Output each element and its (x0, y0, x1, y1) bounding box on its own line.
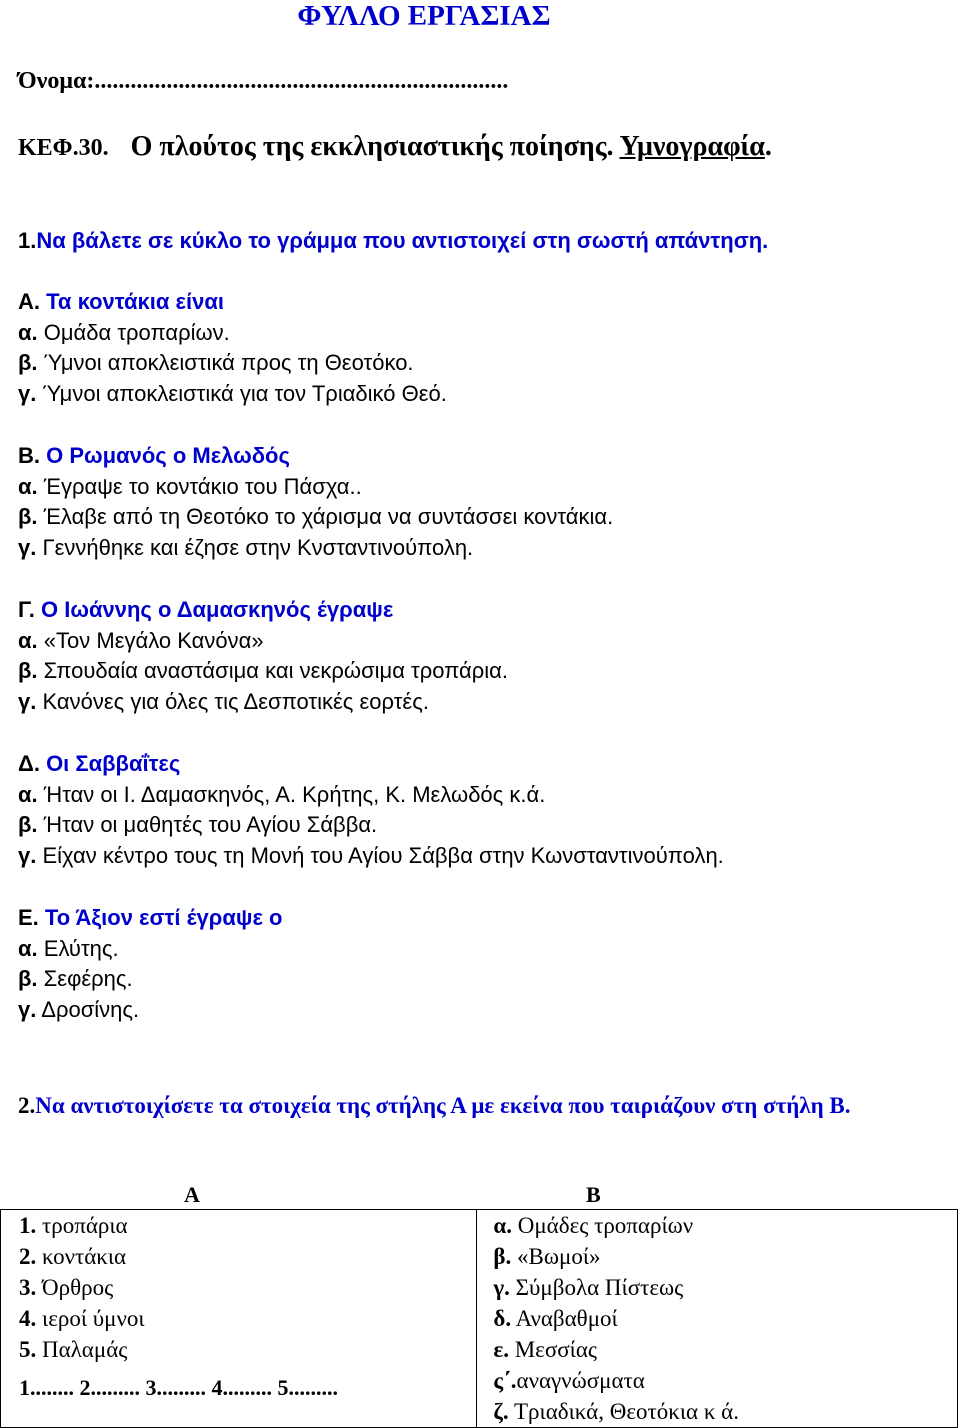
item-letter: δ. (493, 1306, 512, 1331)
option-text: Έγραψε το κοντάκιο του Πάσχα.. (43, 473, 362, 499)
chapter-heading (18, 131, 772, 163)
column-b-header: Β (586, 1182, 601, 1207)
chapter-label: ΚΕΦ.30. (18, 135, 109, 161)
item-letter: β. (493, 1244, 512, 1269)
answer-option[interactable] (18, 810, 724, 841)
question-stem-text: Οι Σαββαΐτες (46, 751, 181, 776)
exercise-2-text: Να αντιστοιχίσετε τα στοιχεία της στήλης Α με εκείνα που ταιριάζουν στη στήλη Β. (35, 1093, 851, 1118)
column-a-item (1, 1210, 476, 1241)
item-number: 2. (19, 1244, 37, 1269)
option-letter: α. (18, 627, 38, 653)
answer-option[interactable] (18, 348, 447, 379)
chapter-end: . (764, 131, 772, 162)
item-text: Σύμβολα Πίστεως (515, 1275, 684, 1300)
question-stem-text: Το Άξιον εστί έγραψε ο (44, 905, 283, 930)
item-text: Όρθρος (42, 1275, 114, 1300)
question-block (18, 595, 508, 717)
answer-line: 1........ 2......... 3......... 4......... 5......... (19, 1375, 338, 1400)
answer-option[interactable] (18, 934, 282, 965)
column-a-header: Α (184, 1182, 200, 1207)
chapter-title: Ο πλούτος της εκκλησιαστικής ποίησης. (130, 131, 620, 162)
chapter-subtitle: Υμνογραφία (619, 131, 765, 162)
question-stem-text: Τα κοντάκια είναι (46, 289, 224, 314)
question-letter: Α. (18, 289, 40, 314)
option-letter: γ. (18, 996, 37, 1022)
item-text: Αναβαθμοί (515, 1306, 618, 1331)
option-text: Έλαβε από τη Θεοτόκο το χάρισμα να συντάσσει κοντάκια. (43, 504, 614, 529)
exercise-2-number: 2. (18, 1093, 36, 1118)
item-text: κοντάκια (42, 1244, 127, 1269)
question-block (18, 749, 724, 871)
option-text: Δροσίνης. (41, 996, 140, 1022)
item-text: ιεροί ύμνοι (42, 1306, 145, 1331)
column-a-item (1, 1334, 476, 1365)
column-b-list (477, 1210, 957, 1427)
question-letter: Δ. (18, 751, 40, 776)
option-letter: α. (18, 935, 38, 961)
item-text: τροπάρια (42, 1213, 128, 1238)
column-b-item (477, 1303, 957, 1334)
column-b-item (477, 1241, 957, 1272)
option-letter: γ. (18, 534, 37, 560)
question-letter: Ε. (18, 905, 39, 930)
column-a-cell (1, 1210, 477, 1428)
item-number: 3. (19, 1275, 37, 1300)
column-b-item (477, 1272, 957, 1303)
item-text: Παλαμάς (42, 1337, 128, 1362)
page-title: ΦΥΛΛΟ ΕΡΓΑΣΙΑΣ (297, 0, 551, 32)
question-block (18, 903, 282, 1025)
option-text: Σεφέρης. (43, 966, 133, 991)
option-letter: α. (18, 319, 38, 345)
option-letter: β. (18, 504, 38, 529)
option-text: Ύμνοι αποκλειστικά για τον Τριαδικό Θεό. (42, 380, 447, 406)
item-number: 5. (19, 1337, 37, 1362)
exercise-1-instruction (18, 228, 768, 254)
answer-option[interactable] (18, 379, 447, 410)
exercise-2-instruction (18, 1090, 918, 1121)
answer-option[interactable] (18, 995, 282, 1026)
answer-option[interactable] (18, 841, 724, 872)
item-number: 1. (19, 1213, 37, 1238)
option-letter: β. (18, 812, 38, 837)
question-letter: Γ. (18, 597, 35, 622)
answer-option[interactable] (18, 318, 447, 349)
column-a-item (1, 1241, 476, 1272)
item-text: Μεσσίας (514, 1337, 597, 1362)
question-stem (18, 749, 724, 780)
item-letter: α. (493, 1213, 512, 1238)
column-b-item (477, 1210, 957, 1241)
matching-table (0, 1209, 958, 1428)
option-letter: α. (18, 473, 38, 499)
column-a-list (1, 1210, 476, 1365)
column-b-item (477, 1334, 957, 1365)
item-text: Τριαδικά, Θεοτόκια κ ά. (514, 1399, 739, 1424)
exercise-1-number: 1. (18, 228, 37, 253)
option-text: Σπουδαία αναστάσιμα και νεκρώσιμα τροπάρια. (43, 658, 508, 683)
question-block (18, 441, 613, 563)
option-text: Κανόνες για όλες τις Δεσποτικές εορτές. (42, 688, 429, 714)
option-text: «Τον Μεγάλο Κανόνα» (43, 627, 264, 653)
answer-option[interactable] (18, 502, 613, 533)
question-stem (18, 287, 447, 318)
answer-option[interactable] (18, 533, 613, 564)
answer-option[interactable] (18, 472, 613, 503)
option-text: Ομάδα τροπαρίων. (43, 319, 230, 345)
item-letter: ε. (493, 1337, 509, 1362)
item-letter: γ. (493, 1275, 510, 1300)
column-b-item (477, 1396, 957, 1427)
column-b-cell (477, 1210, 958, 1428)
option-text: Ήταν οι Ι. Δαμασκηνός, Α. Κρήτης, Κ. Μελωδός κ.ά. (43, 781, 546, 807)
question-stem-text: Ο Ρωμανός ο Μελωδός (46, 443, 290, 468)
item-text: αναγνώσματα (516, 1368, 645, 1393)
item-text: «Βωμοί» (517, 1244, 601, 1269)
item-letter: ζ. (493, 1399, 509, 1424)
option-text: Ελύτης. (43, 935, 119, 961)
column-a-item (1, 1303, 476, 1334)
option-letter: γ. (18, 380, 37, 406)
column-b-item (477, 1365, 957, 1396)
option-letter: β. (18, 658, 38, 683)
item-number: 4. (19, 1306, 37, 1331)
question-stem (18, 595, 508, 626)
answer-option[interactable] (18, 656, 508, 687)
exercise-1-text: Να βάλετε σε κύκλο το γράμμα που αντιστοιχεί στη σωστή απάντηση. (36, 228, 769, 253)
option-letter: γ. (18, 688, 37, 714)
question-block (18, 287, 447, 409)
option-text: Είχαν κέντρο τους τη Μονή του Αγίου Σάββα στην Κωνσταντινούπολη. (42, 842, 724, 868)
question-stem (18, 441, 613, 472)
question-letter: Β. (18, 443, 40, 468)
option-text: Γεννήθηκε και έζησε στην Κνσταντινούπολη. (42, 534, 474, 560)
option-text: Ήταν οι μαθητές του Αγίου Σάββα. (43, 812, 378, 837)
answer-option[interactable] (18, 626, 508, 657)
option-letter: β. (18, 350, 38, 375)
option-letter: β. (18, 966, 38, 991)
answer-option[interactable] (18, 780, 724, 811)
column-a-item (1, 1272, 476, 1303)
option-text: Ύμνοι αποκλειστικά προς τη Θεοτόκο. (43, 350, 414, 375)
question-stem (18, 903, 282, 934)
item-text: Ομάδες τροπαρίων (517, 1213, 694, 1238)
item-letter: ς΄. (493, 1368, 517, 1393)
answer-option[interactable] (18, 964, 282, 995)
question-stem-text: Ο Ιωάννης ο Δαμασκηνός έγραψε (41, 597, 394, 622)
option-letter: α. (18, 781, 38, 807)
name-field-line: Όνομα:..................................................................... (18, 68, 509, 94)
answer-option[interactable] (18, 687, 508, 718)
option-letter: γ. (18, 842, 37, 868)
